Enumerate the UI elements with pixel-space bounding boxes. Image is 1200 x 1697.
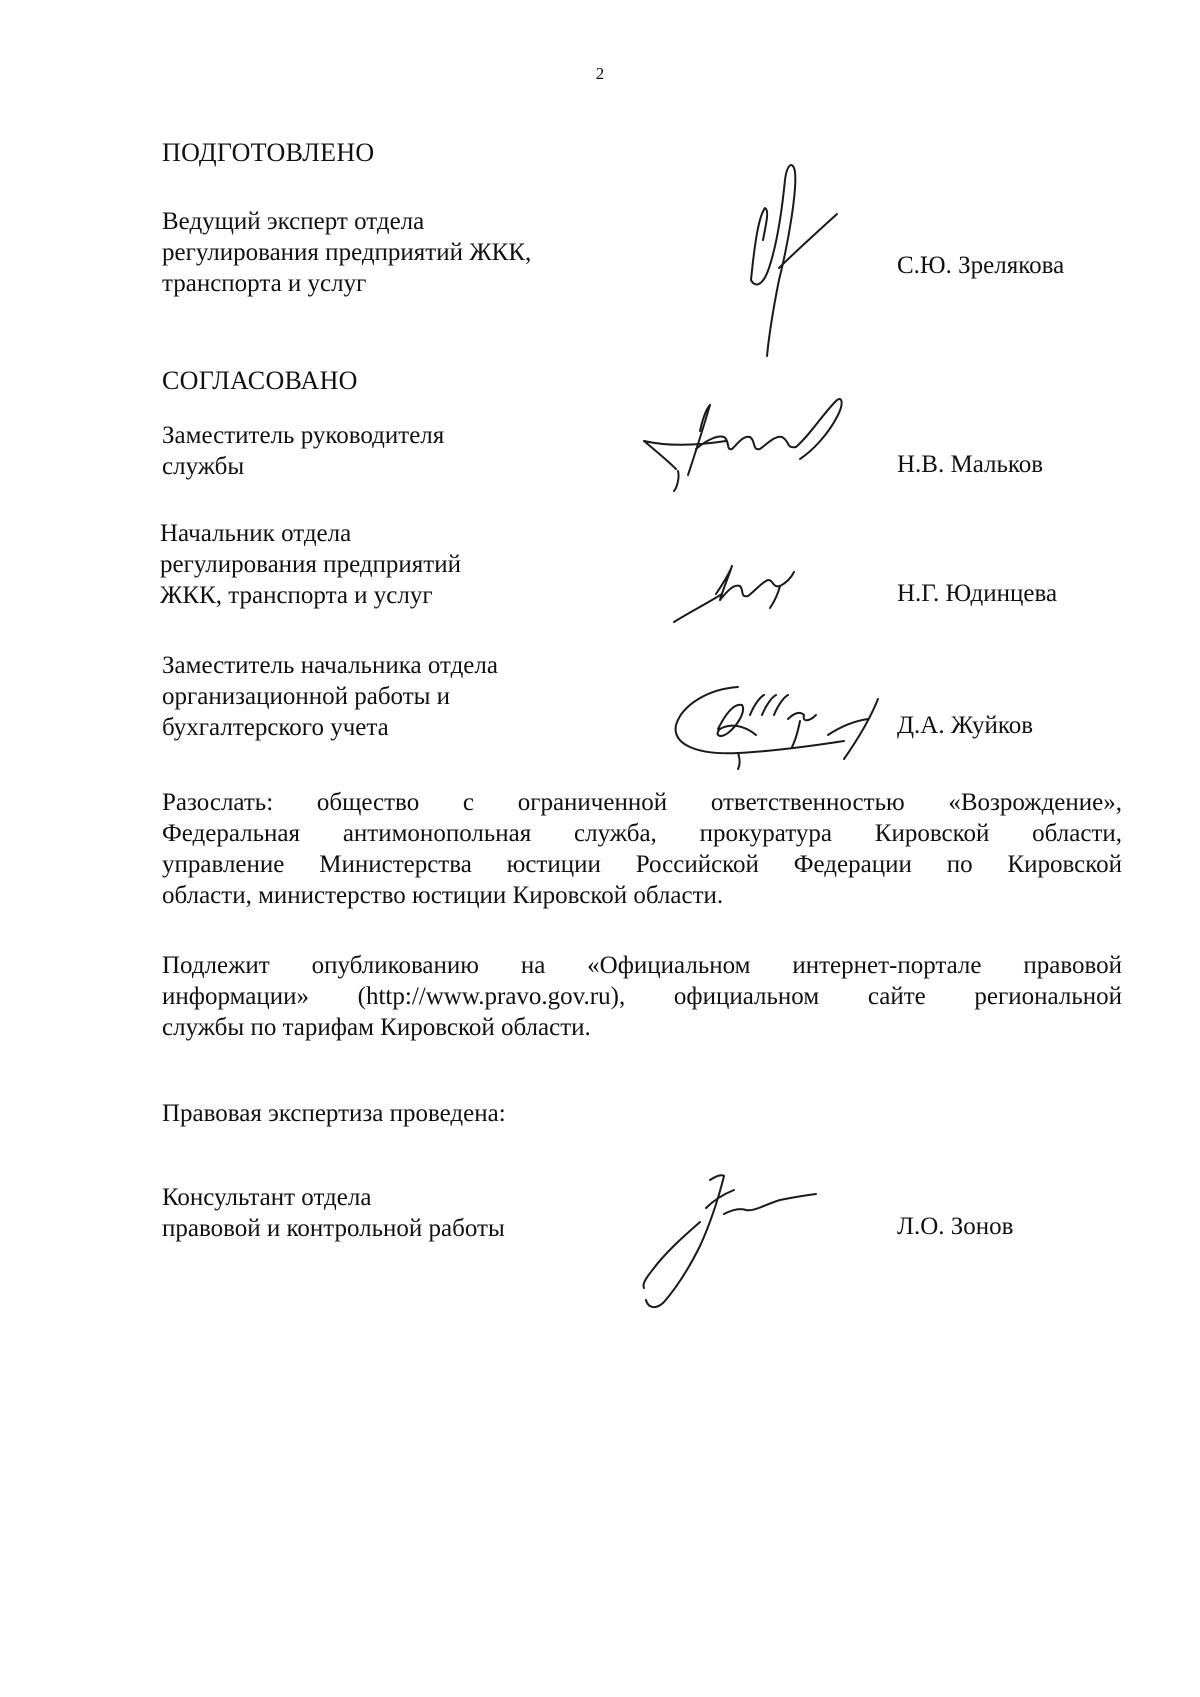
paragraph-line: информации» (http://www.pravo.gov.ru), официальном сайте региональной — [162, 983, 1122, 1010]
position-line: бухгалтерского учета — [162, 714, 389, 741]
signer-name: Н.Г. Юдинцева — [897, 580, 1058, 607]
legal-review-heading: Правовая экспертиза проведена: — [162, 1100, 506, 1127]
signer-position — [162, 206, 531, 299]
publication-paragraph — [162, 950, 1122, 1043]
signature-zonov — [620, 1170, 820, 1320]
position-line: Консультант отдела — [162, 1184, 372, 1211]
paragraph-line: службы по тарифам Кировской области. — [162, 1014, 591, 1041]
paragraph-line: Разослать: общество с ограниченной ответственностью «Возрождение», — [162, 789, 1122, 816]
signer-position — [160, 518, 461, 611]
paragraph-line: Подлежит опубликованию на «Официальном интернет-портале правовой — [162, 952, 1122, 979]
signature-yudintseva — [670, 560, 800, 630]
position-line: Заместитель начальника отдела — [162, 652, 498, 679]
signature-malkov — [640, 395, 860, 505]
position-line: транспорта и услуг — [162, 270, 367, 297]
agreed-heading: СОГЛАСОВАНО — [162, 366, 358, 395]
paragraph-line: области, министерство юстиции Кировской области. — [162, 882, 724, 909]
paragraph-line: управление Министерства юстиции Российской Федерации по Кировской — [162, 851, 1122, 878]
signer-name: С.Ю. Зрелякова — [897, 252, 1065, 279]
position-line: Начальник отдела — [160, 520, 352, 547]
position-line: регулирования предприятий — [160, 551, 461, 578]
signer-name: Л.О. Зонов — [897, 1213, 1014, 1240]
paragraph-line: Федеральная антимонопольная служба, прокуратура Кировской области, — [162, 820, 1122, 847]
position-line: Заместитель руководителя — [162, 422, 445, 449]
signer-position — [162, 420, 444, 482]
signer-position — [162, 650, 498, 743]
position-line: правовой и контрольной работы — [162, 1215, 505, 1242]
position-line: организационной работы и — [162, 683, 451, 710]
signer-name: Н.В. Мальков — [897, 451, 1044, 478]
position-line: службы — [162, 453, 245, 480]
position-line: ЖКК, транспорта и услуг — [160, 582, 433, 609]
distribution-paragraph — [162, 787, 1122, 911]
signer-name: Д.А. Жуйков — [897, 712, 1034, 739]
position-line: Ведущий эксперт отдела — [162, 208, 425, 235]
position-line: регулирования предприятий ЖКК, — [162, 239, 532, 266]
page-number: 2 — [595, 64, 605, 83]
signer-position — [162, 1182, 505, 1244]
signature-zhuykov — [668, 675, 898, 775]
prepared-heading: ПОДГОТОВЛЕНО — [162, 138, 375, 167]
signature-zrelyakova — [745, 160, 855, 360]
